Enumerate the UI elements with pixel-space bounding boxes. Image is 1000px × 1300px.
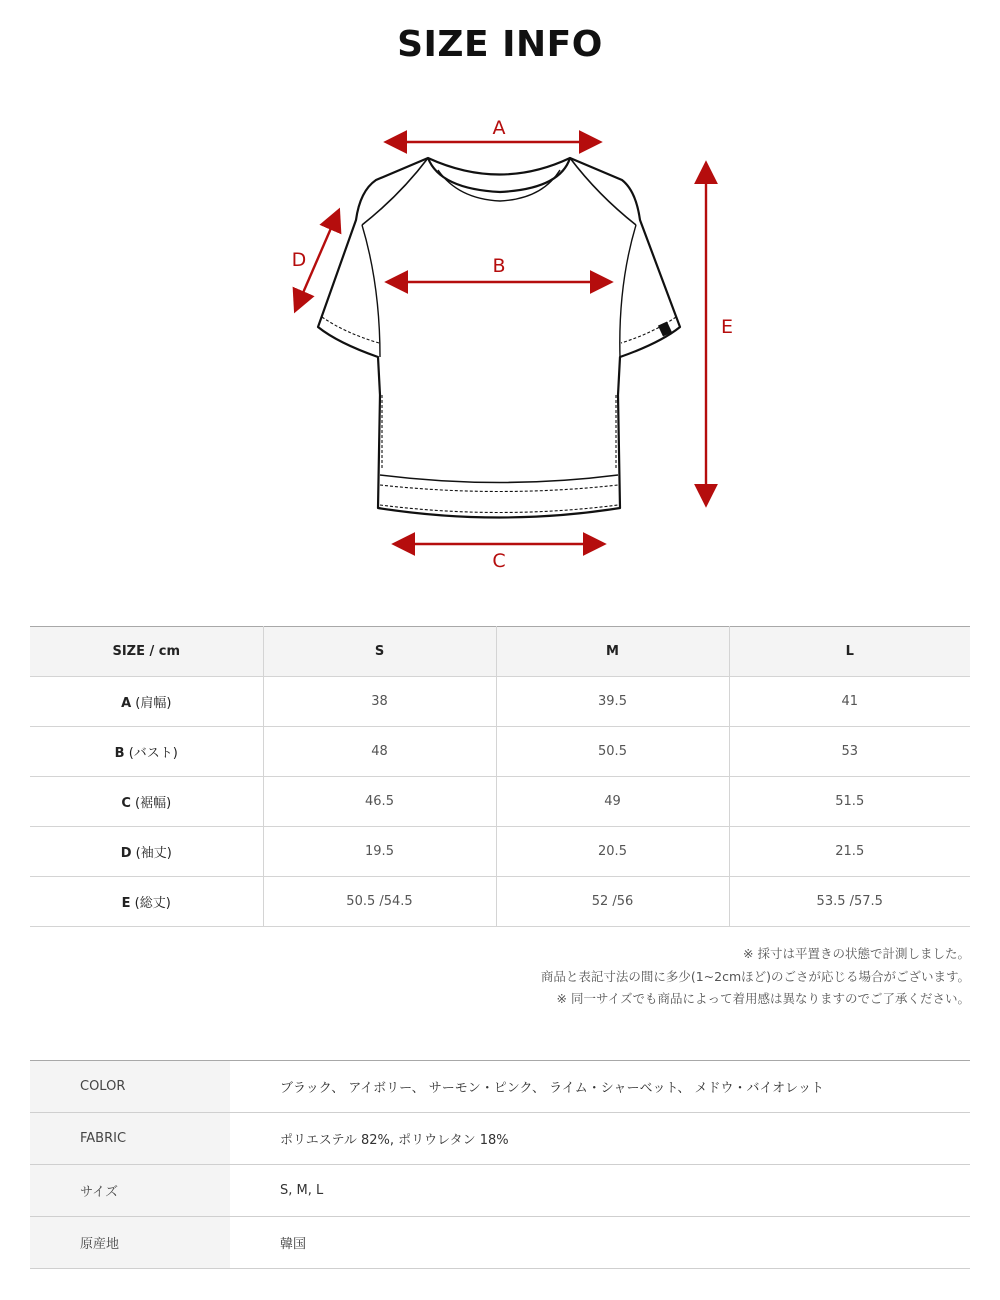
dimension-e-label: E <box>720 316 734 338</box>
note-line: ※ 採寸は平置きの状態で計測しました。 <box>743 946 970 961</box>
table-row <box>30 827 970 877</box>
size-table <box>30 626 970 927</box>
info-label: 原産地 <box>30 1217 230 1269</box>
table-cell: 50.5 <box>496 727 729 777</box>
measurement-notes <box>541 943 970 1011</box>
header-cell: SIZE / cm <box>30 627 263 677</box>
row-label <box>30 727 263 777</box>
row-name: (総丈) <box>130 896 171 911</box>
table-cell: 50.5 /54.5 <box>263 877 496 927</box>
table-cell: 46.5 <box>263 777 496 827</box>
tshirt-size-diagram <box>0 95 1000 595</box>
info-value: ポリエステル 82%, ポリウレタン 18% <box>230 1113 970 1165</box>
info-row-color <box>30 1061 970 1113</box>
info-row-fabric <box>30 1113 970 1165</box>
table-cell: 51.5 <box>729 777 970 827</box>
info-label: サイズ <box>30 1165 230 1217</box>
table-row <box>30 677 970 727</box>
row-letter: B <box>114 746 125 761</box>
page-title: SIZE INFO <box>397 24 603 65</box>
row-letter: E <box>121 896 131 911</box>
table-row <box>30 777 970 827</box>
row-letter: C <box>121 796 131 811</box>
table-cell: 53.5 /57.5 <box>729 877 970 927</box>
product-info-table <box>30 1060 970 1269</box>
info-label: FABRIC <box>30 1113 230 1165</box>
row-label <box>30 877 263 927</box>
header-cell: S <box>263 627 496 677</box>
table-cell: 53 <box>729 727 970 777</box>
table-cell: 52 /56 <box>496 877 729 927</box>
table-cell: 19.5 <box>263 827 496 877</box>
note-line: ※ 同一サイズでも商品によって着用感は異なりますのでご了承ください。 <box>556 991 970 1006</box>
row-letter: A <box>121 696 132 711</box>
info-label: COLOR <box>30 1061 230 1113</box>
header-cell: L <box>729 627 970 677</box>
table-cell: 20.5 <box>496 827 729 877</box>
note-line: 商品と表記寸法の間に多少(1~2cmほど)のごさが応じる場合がございます。 <box>540 968 970 984</box>
table-cell: 38 <box>263 677 496 727</box>
row-label <box>30 777 263 827</box>
table-cell: 21.5 <box>729 827 970 877</box>
table-cell: 39.5 <box>496 677 729 727</box>
info-value: S, M, L <box>230 1165 970 1217</box>
info-row-size <box>30 1165 970 1217</box>
dimension-d-label: D <box>291 249 307 271</box>
dimension-a-label: A <box>492 117 506 139</box>
header-cell: M <box>496 627 729 677</box>
row-name: (裾幅) <box>130 796 172 811</box>
row-name: (肩幅) <box>131 696 172 711</box>
info-value: ブラック、 アイボリー、 サーモン・ピンク、 ライム・シャーベット、 メドウ・バイオレット <box>230 1061 970 1113</box>
table-cell: 48 <box>263 727 496 777</box>
dimension-b-label: B <box>492 255 506 277</box>
info-row-origin <box>30 1217 970 1269</box>
size-table-header <box>30 627 970 677</box>
table-cell: 41 <box>729 677 970 727</box>
table-row <box>30 877 970 927</box>
info-value: 韓国 <box>230 1217 970 1269</box>
tshirt-outline <box>318 158 680 518</box>
table-cell: 49 <box>496 777 729 827</box>
row-label <box>30 677 263 727</box>
row-name: (バスト) <box>124 746 178 761</box>
tshirt-diagram-svg <box>0 95 1000 595</box>
row-label <box>30 827 263 877</box>
dimension-c-label: C <box>492 550 506 572</box>
row-letter: D <box>120 846 132 861</box>
table-row <box>30 727 970 777</box>
row-name: (袖丈) <box>131 846 172 861</box>
